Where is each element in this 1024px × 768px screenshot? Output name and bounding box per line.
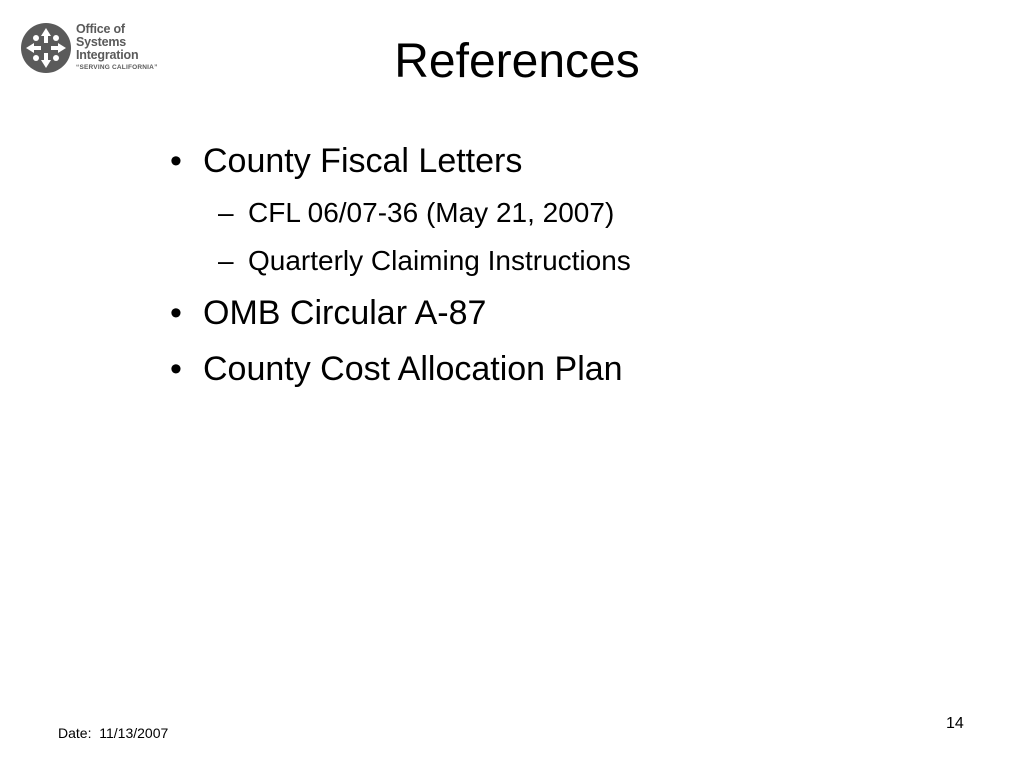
logo-line-3: Integration xyxy=(76,48,139,62)
sub-bullet-text: Quarterly Claiming Instructions xyxy=(248,245,631,276)
footer-date: Date: 11/13/2007 xyxy=(58,725,169,741)
logo-line-1: Office of xyxy=(76,22,125,36)
bullet-item xyxy=(170,292,631,334)
sub-bullet-item xyxy=(203,244,631,278)
bullet-text: County Cost Allocation Plan xyxy=(203,350,623,388)
dash-glyph: – xyxy=(218,245,234,276)
bullet-glyph: • xyxy=(170,350,182,388)
logo-tagline: “SERVING CALIFORNIA” xyxy=(76,64,158,71)
logo-line-2: Systems xyxy=(76,35,127,49)
bullet-text: County Fiscal Letters xyxy=(203,142,523,180)
bullet-item xyxy=(170,348,631,390)
dash-glyph: – xyxy=(218,197,234,228)
sub-bullet-list xyxy=(203,196,631,278)
bullet-item xyxy=(170,140,631,278)
sub-bullet-text: CFL 06/07-36 (May 21, 2007) xyxy=(248,197,615,228)
page-number: 14 xyxy=(946,715,964,732)
bullet-glyph: • xyxy=(170,142,182,180)
bullet-text: OMB Circular A-87 xyxy=(203,294,487,332)
bullet-glyph: • xyxy=(170,294,182,332)
sub-bullet-item xyxy=(203,196,631,230)
bullet-list xyxy=(170,140,631,404)
slide-title: References xyxy=(394,35,640,88)
